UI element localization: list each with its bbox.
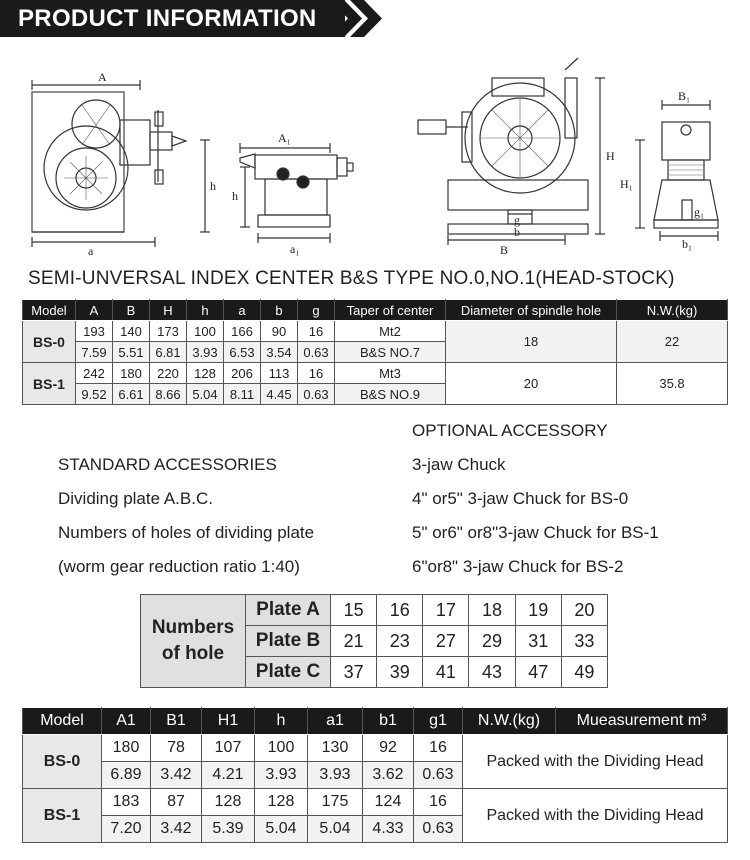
col-header: a xyxy=(224,300,261,321)
value-cell: 3.54 xyxy=(261,342,298,363)
value-cell: 29 xyxy=(469,626,515,657)
value-cell: 128 xyxy=(255,789,308,816)
value-cell: 4.21 xyxy=(202,762,255,789)
value-cell: 17 xyxy=(423,595,469,626)
value-cell: 43 xyxy=(469,657,515,688)
model-cell: BS-0 xyxy=(23,321,76,363)
model-cell: BS-1 xyxy=(23,789,102,843)
value-cell: 16 xyxy=(298,321,335,342)
value-cell: 173 xyxy=(150,321,187,342)
col-header: A xyxy=(76,300,113,321)
col-header: b xyxy=(261,300,298,321)
value-cell: 206 xyxy=(224,363,261,384)
col-header: H xyxy=(150,300,187,321)
value-cell: 0.63 xyxy=(298,384,335,405)
col-header: N.W.(kg) xyxy=(463,708,556,735)
value-cell: 16 xyxy=(414,735,463,762)
value-cell: 6.53 xyxy=(224,342,261,363)
value-cell: 3.93 xyxy=(255,762,308,789)
tailstock-side-drawing xyxy=(240,143,353,243)
col-header: A1 xyxy=(102,708,151,735)
dim-label-H: H xyxy=(606,149,615,163)
value-cell: 6.89 xyxy=(102,762,151,789)
dim-label-a1: a₁ xyxy=(290,242,300,256)
value-cell: 5.04 xyxy=(187,384,224,405)
value-cell: 128 xyxy=(187,363,224,384)
col-header: Taper of center xyxy=(335,300,446,321)
taper-cell: B&S NO.7 xyxy=(335,342,446,363)
dim-label-a: a xyxy=(88,244,94,258)
value-cell: 90 xyxy=(261,321,298,342)
col-header: B1 xyxy=(151,708,202,735)
standard-accessories-title: STANDARD ACCESSORIES xyxy=(58,455,277,474)
table-row xyxy=(23,363,728,384)
col-header: g xyxy=(298,300,335,321)
standard-item: Dividing plate A.B.C. xyxy=(58,489,213,508)
technical-drawings xyxy=(0,50,750,260)
value-cell: 7.20 xyxy=(102,816,151,843)
dim-label-b: b xyxy=(514,225,520,239)
dim-label-B1: B₁ xyxy=(678,89,691,103)
col-header: N.W.(kg) xyxy=(617,300,728,321)
standard-item: Numbers of holes of dividing plate xyxy=(58,523,315,542)
table-row xyxy=(23,321,728,342)
taper-cell: B&S NO.9 xyxy=(335,384,446,405)
holes-header: Numbers of hole xyxy=(141,595,246,688)
value-cell: 8.66 xyxy=(150,384,187,405)
value-cell: 3.62 xyxy=(363,762,414,789)
value-cell: 6.81 xyxy=(150,342,187,363)
value-cell: 9.52 xyxy=(76,384,113,405)
value-cell: 5.04 xyxy=(308,816,363,843)
value-cell: 6.61 xyxy=(113,384,150,405)
value-cell: 41 xyxy=(423,657,469,688)
value-cell: 175 xyxy=(308,789,363,816)
taper-cell: Mt3 xyxy=(335,363,446,384)
table-row xyxy=(141,595,608,626)
tailstock-spec-table xyxy=(22,707,728,843)
packing-note-cell: Packed with the Dividing Head xyxy=(463,735,728,789)
col-header: g1 xyxy=(414,708,463,735)
dim-label-h-tail: h xyxy=(232,189,238,203)
table-header-row xyxy=(23,708,728,735)
standard-item: (worm gear reduction ratio 1:40) xyxy=(58,557,300,576)
packing-note-cell: Packed with the Dividing Head xyxy=(463,789,728,843)
optional-item: 3-jaw Chuck xyxy=(412,455,506,474)
value-cell: 16 xyxy=(298,363,335,384)
spindle-cell: 18 xyxy=(446,321,617,363)
value-cell: 0.63 xyxy=(414,762,463,789)
dim-label-A1: A₁ xyxy=(278,131,291,145)
table-row xyxy=(23,789,728,816)
value-cell: 180 xyxy=(102,735,151,762)
value-cell: 37 xyxy=(331,657,377,688)
dim-label-H1: H₁ xyxy=(620,177,633,191)
value-cell: 4.45 xyxy=(261,384,298,405)
chevron-arrows-icon xyxy=(330,0,400,37)
value-cell: 166 xyxy=(224,321,261,342)
value-cell: 0.63 xyxy=(298,342,335,363)
value-cell: 0.63 xyxy=(414,816,463,843)
value-cell: 124 xyxy=(363,789,414,816)
value-cell: 100 xyxy=(255,735,308,762)
taper-cell: Mt2 xyxy=(335,321,446,342)
dim-label-g: g xyxy=(514,213,520,227)
col-header: a1 xyxy=(308,708,363,735)
value-cell: 5.39 xyxy=(202,816,255,843)
value-cell: 113 xyxy=(261,363,298,384)
value-cell: 107 xyxy=(202,735,255,762)
col-header: Model xyxy=(23,708,102,735)
plate-label: Plate C xyxy=(246,657,331,688)
value-cell: 5.51 xyxy=(113,342,150,363)
spindle-cell: 20 xyxy=(446,363,617,405)
value-cell: 183 xyxy=(102,789,151,816)
value-cell: 7.59 xyxy=(76,342,113,363)
value-cell: 3.42 xyxy=(151,816,202,843)
value-cell: 3.93 xyxy=(308,762,363,789)
plate-label: Plate B xyxy=(246,626,331,657)
value-cell: 23 xyxy=(377,626,423,657)
value-cell: 49 xyxy=(561,657,607,688)
dim-label-A: A xyxy=(98,70,107,84)
dim-label-g1: g₁ xyxy=(694,205,705,219)
dim-label-h-head: h xyxy=(210,179,216,193)
value-cell: 128 xyxy=(202,789,255,816)
value-cell: 16 xyxy=(414,789,463,816)
value-cell: 193 xyxy=(76,321,113,342)
col-header: Mueasurement m³ xyxy=(556,708,728,735)
value-cell: 20 xyxy=(561,595,607,626)
headstock-spec-table xyxy=(22,299,728,405)
table-header-row xyxy=(23,300,728,321)
value-cell: 87 xyxy=(151,789,202,816)
dim-label-B: B xyxy=(500,243,509,257)
optional-item: 5" or6" or8"3-jaw Chuck for BS-1 xyxy=(412,523,659,542)
value-cell: 242 xyxy=(76,363,113,384)
value-cell: 180 xyxy=(113,363,150,384)
col-header: h xyxy=(255,708,308,735)
col-header: h xyxy=(187,300,224,321)
banner-title: PRODUCT INFORMATION xyxy=(0,0,345,37)
model-cell: BS-1 xyxy=(23,363,76,405)
value-cell: 130 xyxy=(308,735,363,762)
col-header: Diameter of spindle hole xyxy=(446,300,617,321)
holes-table xyxy=(140,594,608,688)
value-cell: 140 xyxy=(113,321,150,342)
col-header: B xyxy=(113,300,150,321)
col-header: Model xyxy=(23,300,76,321)
value-cell: 92 xyxy=(363,735,414,762)
value-cell: 16 xyxy=(377,595,423,626)
product-title: SEMI-UNVERSAL INDEX CENTER B&S TYPE NO.0,NO.1(HEAD-STOCK) xyxy=(28,268,675,289)
value-cell: 18 xyxy=(469,595,515,626)
value-cell: 5.04 xyxy=(255,816,308,843)
value-cell: 19 xyxy=(515,595,561,626)
weight-cell: 22 xyxy=(617,321,728,363)
optional-item: 6"or8" 3-jaw Chuck for BS-2 xyxy=(412,557,624,576)
value-cell: 27 xyxy=(423,626,469,657)
dim-label-b1: b₁ xyxy=(682,237,693,251)
table-row xyxy=(23,735,728,762)
value-cell: 21 xyxy=(331,626,377,657)
value-cell: 3.93 xyxy=(187,342,224,363)
optional-item: 4" or5" 3-jaw Chuck for BS-0 xyxy=(412,489,629,508)
head-side-drawing xyxy=(32,80,210,247)
value-cell: 3.42 xyxy=(151,762,202,789)
value-cell: 15 xyxy=(331,595,377,626)
col-header: b1 xyxy=(363,708,414,735)
value-cell: 31 xyxy=(515,626,561,657)
value-cell: 8.11 xyxy=(224,384,261,405)
value-cell: 33 xyxy=(561,626,607,657)
tailstock-front-drawing xyxy=(635,100,718,241)
col-header: H1 xyxy=(202,708,255,735)
value-cell: 78 xyxy=(151,735,202,762)
value-cell: 4.33 xyxy=(363,816,414,843)
optional-accessory-title: OPTIONAL ACCESSORY xyxy=(412,421,608,440)
model-cell: BS-0 xyxy=(23,735,102,789)
value-cell: 39 xyxy=(377,657,423,688)
value-cell: 100 xyxy=(187,321,224,342)
weight-cell: 35.8 xyxy=(617,363,728,405)
plate-label: Plate A xyxy=(246,595,331,626)
value-cell: 220 xyxy=(150,363,187,384)
head-front-drawing xyxy=(418,58,605,245)
value-cell: 47 xyxy=(515,657,561,688)
